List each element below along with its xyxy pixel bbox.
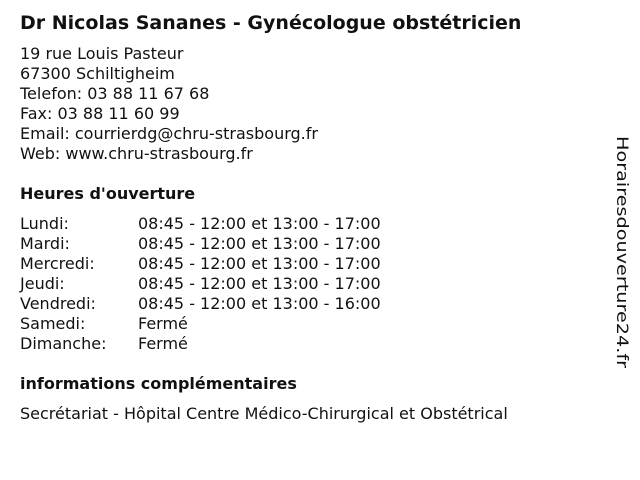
opening-hours-heading: Heures d'ouverture: [20, 184, 196, 203]
day-label: Vendredi:: [20, 294, 96, 313]
email-address: Email: courrierdg@chru-strasbourg.fr: [20, 124, 318, 143]
day-hours: 08:45 - 12:00 et 13:00 - 16:00: [138, 294, 381, 313]
day-hours: 08:45 - 12:00 et 13:00 - 17:00: [138, 234, 381, 253]
day-hours: 08:45 - 12:00 et 13:00 - 17:00: [138, 254, 381, 273]
day-hours: 08:45 - 12:00 et 13:00 - 17:00: [138, 274, 381, 293]
address-city: 67300 Schiltigheim: [20, 64, 175, 83]
fax-number: Fax: 03 88 11 60 99: [20, 104, 180, 123]
additional-info-heading: informations complémentaires: [20, 374, 297, 393]
day-hours: Fermé: [138, 314, 188, 333]
day-label: Mardi:: [20, 234, 70, 253]
website: Web: www.chru-strasbourg.fr: [20, 144, 253, 163]
additional-info-text: Secrétariat - Hôpital Centre Médico-Chirurgical et Obstétrical: [20, 404, 508, 423]
day-label: Mercredi:: [20, 254, 95, 273]
phone-number: Telefon: 03 88 11 67 68: [20, 84, 210, 103]
address-street: 19 rue Louis Pasteur: [20, 44, 184, 63]
watermark-text: Horairesdouverture24.fr: [613, 136, 632, 330]
page-title: Dr Nicolas Sananes - Gynécologue obstétricien: [20, 12, 522, 34]
contact-block: [20, 44, 318, 164]
day-hours: 08:45 - 12:00 et 13:00 - 17:00: [138, 214, 381, 233]
watermark-svg: [611, 136, 635, 370]
day-label: Dimanche:: [20, 334, 107, 353]
day-label: Jeudi:: [20, 274, 65, 293]
day-label: Samedi:: [20, 314, 86, 333]
day-label: Lundi:: [20, 214, 69, 233]
watermark: [611, 136, 635, 370]
day-hours: Fermé: [138, 334, 188, 353]
